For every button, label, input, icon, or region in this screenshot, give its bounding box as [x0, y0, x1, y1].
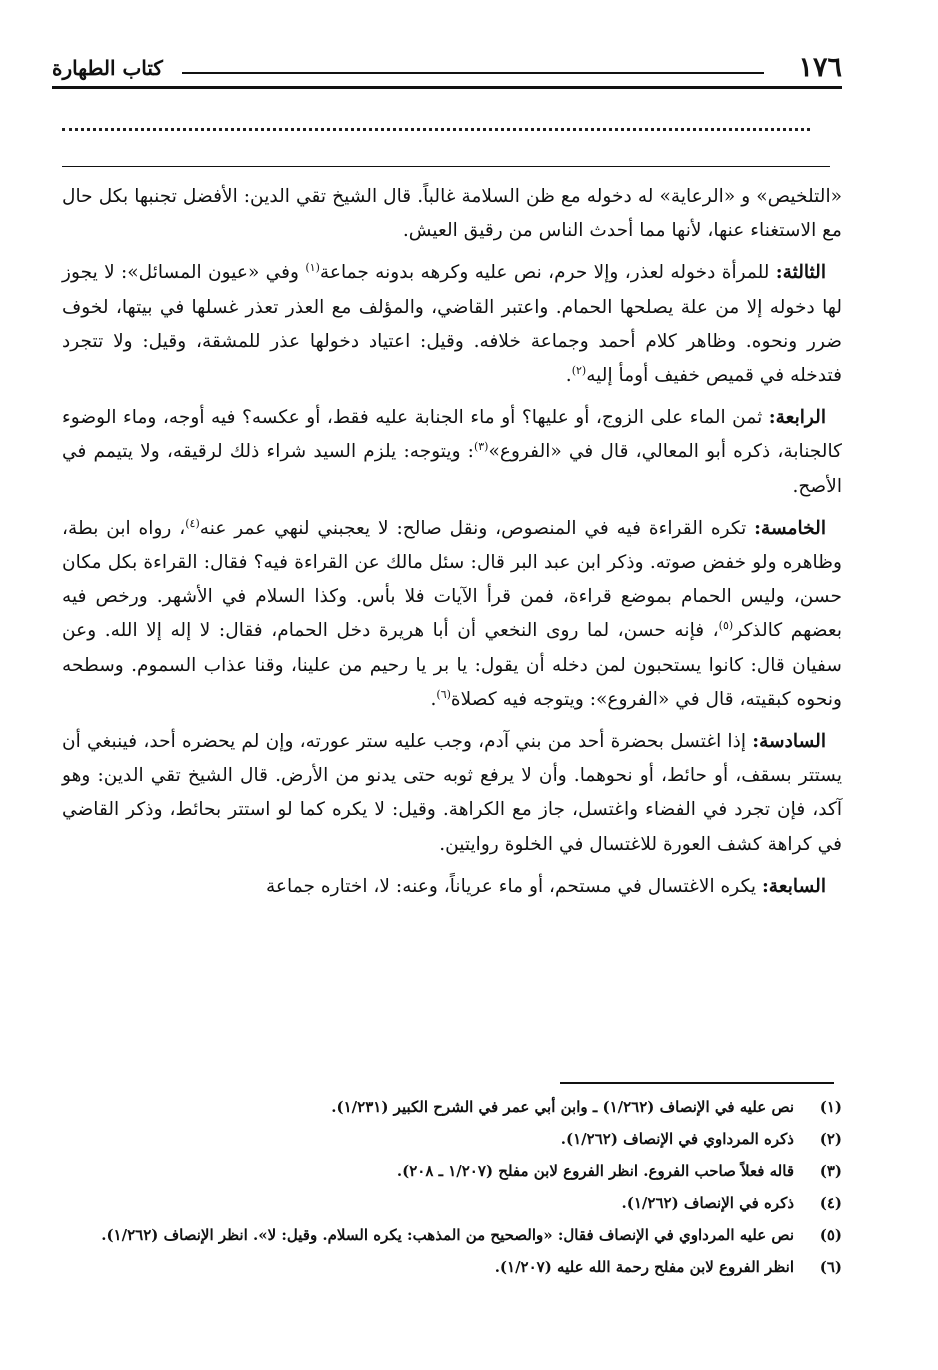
header-line — [182, 72, 764, 74]
header-rule — [52, 86, 842, 89]
footnote-number: (٥) — [819, 1226, 842, 1244]
page-number: ١٧٦ — [798, 52, 842, 83]
footnote-number: (٢) — [819, 1130, 842, 1148]
footnote-text: نص عليه المرداوي في الإنصاف فقال: «والصحيح من المذهب: يكره السلام. وقيل: لا». انظر الإنصاف (١/٢٦٢). — [101, 1226, 794, 1244]
main-text — [62, 180, 842, 912]
footnote-ref-4[interactable]: (٤) — [185, 516, 200, 530]
paragraph-fourth: الرابعة: ثمن الماء على الزوج، أو عليها؟ أو ماء الجنابة عليه فقط، أو عكسه؟ فيه أوجه، وماء الوضوء كالجنابة، ذكره أبو المعالي، قال في «الفروع»$^{(٣)}$: ويتوجه: يلزم السيد شراء ذلك لرقيقه، ولا يتيمم في الأصح. — [62, 407, 842, 497]
chapter-title: كتاب الطهارة — [52, 56, 163, 80]
footnote-ref-5[interactable]: (٥) — [718, 619, 734, 633]
footnote — [62, 1254, 842, 1281]
paragraph-seventh: السابعة: يكره الاغتسال في مستحم، أو ماء عرياناً، وعنه: لا، اختاره جماعة — [265, 875, 826, 897]
section-label-fourth: الرابعة: — [768, 407, 826, 429]
footnote-text: قاله فعلاً صاحب الفروع. انظر الفروع لابن مفلح (١/٢٠٧ ـ ٢٠٨). — [396, 1162, 794, 1180]
section-label-fifth: الخامسة: — [754, 517, 826, 539]
footnote — [62, 1222, 842, 1249]
footnote-ref-2[interactable]: (٢) — [571, 363, 587, 377]
footnote — [62, 1190, 842, 1217]
dotted-separator — [62, 128, 810, 139]
footnote-text: نص عليه في الإنصاف (١/٢٦٢) ـ وابن أبي عمر في الشرح الكبير (١/٢٣١). — [331, 1098, 794, 1116]
footnote-rule — [560, 1082, 834, 1084]
footnote — [62, 1094, 842, 1121]
footnote-text: انظر الفروع لابن مفلح رحمة الله عليه (١/٢٠٧). — [494, 1258, 794, 1276]
footnote-number: (١) — [819, 1098, 842, 1116]
section-label-sixth: السادسة: — [752, 731, 826, 753]
footnote-text: ذكره المرداوي في الإنصاف (١/٢٦٢). — [560, 1130, 794, 1148]
section-label-third: الثالثة: — [775, 262, 826, 284]
running-header — [52, 50, 842, 90]
footnote-ref-1[interactable]: (١) — [305, 261, 320, 275]
footnote — [62, 1126, 842, 1153]
text-separator-rule — [62, 166, 830, 167]
footnote-ref-3[interactable]: (٣) — [473, 440, 489, 454]
paragraph-third: الثالثة: للمرأة دخوله لعذر، وإلا حرم، نص عليه وكرهه بدونه جماعة$^{(١)}$ وفي «عيون المسائل»: لا يجوز لها دخوله إلا من علة يصلحها الحمام. واعتبر القاضي، والمؤلف مع العذر تعذر غسلها في بيتها، لخوف ضرر ونحوه. وظاهر كلام أحمد وجماعة خلافه. وقيل: اعتياد دخولها عذر للمشقة، وقيل: ولا تتجرد فتدخله في قميص خفيف أومأ إليه$^{(٢)}$. — [62, 261, 842, 387]
section-label-seventh: السابعة: — [761, 875, 826, 897]
footnote-text: ذكره في الإنصاف (١/٢٦٢). — [621, 1194, 794, 1212]
paragraph-sixth: السادسة: إذا اغتسل بحضرة أحد من بني آدم، وجب عليه ستر عورته، وإن لم يحضره أحد، فينبغي أن يستتر بسقف، أو حائط، أو نحوهما. وأن لا يرفع ثوبه حتى يدنو من الأرض. قال الشيخ تقي الدين: وهو آكد، فإن تجرد في الفضاء واغتسل، جاز مع الكراهة. وقيل: لا يكره كما لو استتر بحائط، وذكر القاضي في كراهة كشف العورة للاغتسال في الخلوة روايتين. — [62, 731, 842, 855]
footnote-number: (٤) — [819, 1194, 842, 1212]
footnote-ref-6[interactable]: (٦) — [436, 687, 451, 701]
paragraph-1: «التلخيص» و «الرعاية» له دخوله مع ظن السلامة غالباً. قال الشيخ تقي الدين: الأفضل تجنبها بكل حال مع الاستغناء عنها، لأنها مما أحدث الناس من رقيق العيش. — [62, 186, 842, 242]
footnote-number: (٣) — [819, 1162, 842, 1180]
footnote — [62, 1158, 842, 1185]
paragraph-fifth: الخامسة: تكره القراءة فيه في المنصوص، ونقل صالح: لا يعجبني لنهي عمر عنه$^{(٤)}$، رواه ابن بطة، وظاهره ولو خفض صوته. وذكر ابن عبد البر قال: سئل مالك عن القراءة فيه؟ فقال: القراءة بكل مكان حسن، وليس الحمام بموضع قراءة، فمن قرأ الآيات فلا بأس. وكذا السلام في الأشهر. ورخص فيه بعضهم كالذكر$^{(٥)}$، فإنه حسن، لما روى النخعي أن أبا هريرة دخل الحمام، فقال: لا إله إلا الله. وعن سفيان قال: كانوا يستحبون لمن دخله أن يقول: يا بر يا رحيم من علينا، وقنا عذاب السموم. وسطحه ونحوه كبقيته، قال في «الفروع»: ويتوجه فيه كصلاة$^{(٦)}$. — [62, 516, 842, 710]
footnote-number: (٦) — [819, 1258, 842, 1276]
footnotes — [62, 1094, 842, 1286]
